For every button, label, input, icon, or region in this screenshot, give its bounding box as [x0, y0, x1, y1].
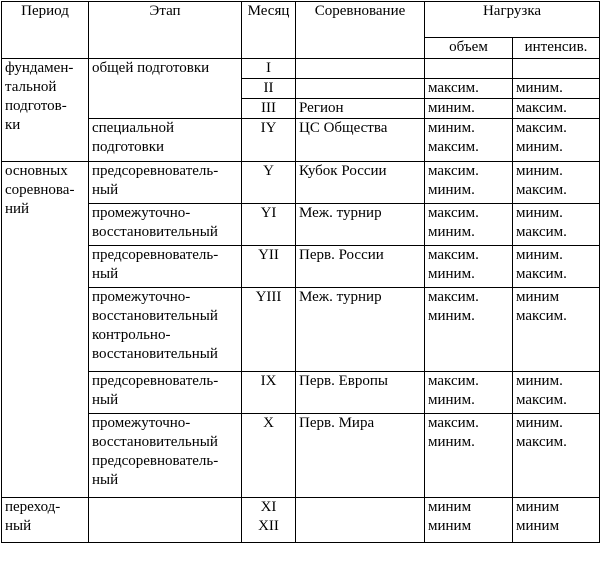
header-volume: объем — [425, 38, 513, 59]
header-period: Период — [2, 2, 89, 59]
table-row — [2, 59, 600, 79]
intensity-cell: миним. — [513, 79, 600, 99]
competition-cell: Перв. Европы — [296, 372, 425, 414]
stage-cell: общей подготовки — [89, 59, 242, 119]
header-month: Месяц — [242, 2, 296, 59]
volume-cell: миним миним — [425, 498, 513, 543]
volume-cell: максим. миним. — [425, 372, 513, 414]
competition-cell: Меж. турнир — [296, 204, 425, 246]
competition-cell: Кубок России — [296, 162, 425, 204]
intensity-cell: миним миним — [513, 498, 600, 543]
competition-cell — [296, 59, 425, 79]
intensity-cell: миним. максим. — [513, 246, 600, 288]
table-row — [2, 498, 600, 543]
header-row — [2, 2, 600, 38]
volume-cell: миним. — [425, 99, 513, 119]
month-cell: X — [242, 414, 296, 498]
stage-cell: предсоревнователь- ный — [89, 372, 242, 414]
header-load: Нагрузка — [425, 2, 600, 38]
table-row — [2, 288, 600, 372]
stage-cell: промежуточно- восстановительный контрольно- восстановительный — [89, 288, 242, 372]
stage-cell: предсоревнователь- ный — [89, 246, 242, 288]
table-row — [2, 119, 600, 162]
intensity-cell: миним максим. — [513, 288, 600, 372]
table-row — [2, 246, 600, 288]
intensity-cell: миним. максим. — [513, 372, 600, 414]
competition-cell — [296, 498, 425, 543]
intensity-cell — [513, 59, 600, 79]
period-cell: переход- ный — [2, 498, 89, 543]
month-cell: Y — [242, 162, 296, 204]
table-row — [2, 414, 600, 498]
volume-cell: максим. миним. — [425, 246, 513, 288]
volume-cell: максим. — [425, 79, 513, 99]
period-cell: основных соревнова- ний — [2, 162, 89, 498]
volume-cell — [425, 59, 513, 79]
table-row — [2, 162, 600, 204]
month-cell: II — [242, 79, 296, 99]
header-intensity: интенсив. — [513, 38, 600, 59]
intensity-cell: миним. максим. — [513, 204, 600, 246]
month-cell: III — [242, 99, 296, 119]
month-cell: YI — [242, 204, 296, 246]
stage-cell: специальной подготовки — [89, 119, 242, 162]
month-cell: YIII — [242, 288, 296, 372]
intensity-cell: миним. максим. — [513, 414, 600, 498]
volume-cell: максим. миним. — [425, 162, 513, 204]
table-row — [2, 204, 600, 246]
month-cell: I — [242, 59, 296, 79]
stage-cell: промежуточно- восстановительный — [89, 204, 242, 246]
volume-cell: максим. миним. — [425, 414, 513, 498]
period-cell: фундамен- тальной подготов- ки — [2, 59, 89, 162]
header-stage: Этап — [89, 2, 242, 59]
training-plan-table — [1, 1, 600, 543]
month-cell: IY — [242, 119, 296, 162]
competition-cell: Меж. турнир — [296, 288, 425, 372]
month-cell: YII — [242, 246, 296, 288]
competition-cell: Перв. Мира — [296, 414, 425, 498]
table-row — [2, 372, 600, 414]
month-cell: XI XII — [242, 498, 296, 543]
month-cell: IX — [242, 372, 296, 414]
volume-cell: миним. максим. — [425, 119, 513, 162]
stage-cell — [89, 498, 242, 543]
intensity-cell: максим. — [513, 99, 600, 119]
volume-cell: максим. миним. — [425, 204, 513, 246]
competition-cell: Перв. России — [296, 246, 425, 288]
competition-cell: Регион — [296, 99, 425, 119]
header-competition: Соревнование — [296, 2, 425, 59]
intensity-cell: максим. миним. — [513, 119, 600, 162]
intensity-cell: миним. максим. — [513, 162, 600, 204]
stage-cell: предсоревнователь- ный — [89, 162, 242, 204]
stage-cell: промежуточно- восстановительный предсоревнователь- ный — [89, 414, 242, 498]
competition-cell — [296, 79, 425, 99]
volume-cell: максим. миним. — [425, 288, 513, 372]
competition-cell: ЦС Общества — [296, 119, 425, 162]
